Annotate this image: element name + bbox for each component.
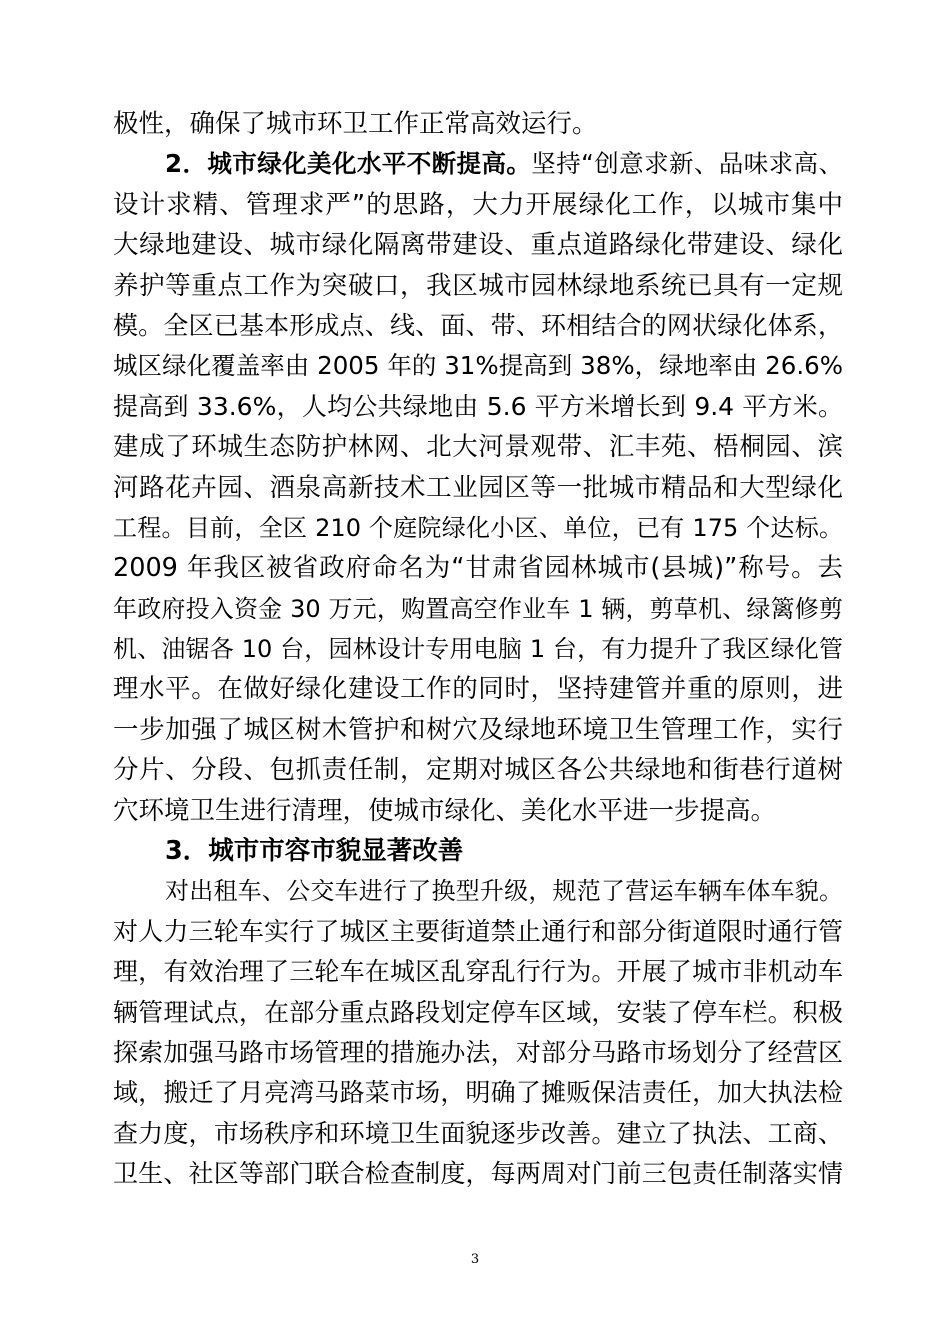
text-line xyxy=(113,508,843,548)
body-text-segment: 河路花卉园、酒泉高新技术工业园区等一批城市精品和大型绿化 xyxy=(113,472,843,503)
text-line xyxy=(113,791,843,831)
body-text-segment: 设计求精、管理求严”的思路，大力开展绿化工作，以城市集中 xyxy=(113,189,843,220)
body-text-segment: 工程。目前，全区 210 个庭院绿化小区、单位，已有 175 个达标。 xyxy=(113,513,843,542)
body-text-segment: 坚持“创意求新、品味求高、 xyxy=(531,149,843,179)
body-text-segment: 城区绿化覆盖率由 2005 年的 31%提高到 38%，绿地率由 26.6% xyxy=(113,351,843,381)
text-line xyxy=(113,1073,843,1113)
text-line xyxy=(113,306,843,346)
text-line xyxy=(113,629,843,669)
text-line xyxy=(113,993,843,1033)
text-line xyxy=(113,387,843,427)
text-line xyxy=(113,346,843,386)
body-text-segment: 一步加强了城区树木管护和树穴及绿地环境卫生管理工作，实行 xyxy=(113,714,843,745)
body-text-segment: 探索加强马路市场管理的措施办法，对部分马路市场划分了经营区 xyxy=(113,1037,843,1067)
text-line xyxy=(113,185,843,225)
text-line xyxy=(113,750,843,790)
text-line xyxy=(113,1114,843,1154)
body-text-segment: 理，有效治理了三轮车在城区乱穿乱行行为。开展了城市非机动车 xyxy=(113,957,843,987)
page-number: 3 xyxy=(470,1252,480,1267)
text-line xyxy=(113,225,843,265)
body-text-segment: 机、油锯各 10 台，园林设计专用电脑 1 台，有力提升了我区绿化管 xyxy=(113,635,843,664)
body-text-segment: 域，搬迁了月亮湾马路菜市场，明确了摊贩保洁责任，加大执法检 xyxy=(113,1078,843,1108)
text-line xyxy=(113,871,843,911)
body-text-segment: 年政府投入资金 30 万元，购置高空作业车 1 辆，剪草机、绿篱修剪 xyxy=(113,594,843,623)
body-text-segment: 理水平。在做好绿化建设工作的同时，坚持建管并重的原则，进 xyxy=(113,674,843,705)
text-line xyxy=(113,952,843,992)
bold-heading-text: 2．城市绿化美化水平不断提高。 xyxy=(165,149,532,179)
text-line xyxy=(113,669,843,709)
body-text-segment: 极性，确保了城市环卫工作正常高效运行。 xyxy=(113,109,598,139)
body-text-segment: 模。全区已基本形成点、线、面、带、环相结合的网状绿化体系， xyxy=(113,310,843,340)
text-line xyxy=(113,589,843,629)
text-line xyxy=(113,468,843,508)
body-text-segment: 查力度，市场秩序和环境卫生面貌逐步改善。建立了执法、工商、 xyxy=(113,1118,843,1148)
text-line xyxy=(113,266,843,306)
text-line xyxy=(113,104,843,144)
text-line xyxy=(113,710,843,750)
body-text-segment: 对出租车、公交车进行了换型升级，规范了营运车辆车体车貌。 xyxy=(165,877,843,906)
body-text-segment: 大绿地建设、城市绿化隔离带建设、重点道路绿化带建设、绿化 xyxy=(113,230,843,261)
text-line xyxy=(113,548,843,588)
text-line xyxy=(113,427,843,467)
body-text-segment: 提高到 33.6%，人均公共绿地由 5.6 平方米增长到 9.4 平方米。 xyxy=(113,391,843,421)
body-text-segment: 穴环境卫生进行清理，使城市绿化、美化水平进一步提高。 xyxy=(113,795,777,826)
text-line xyxy=(113,1033,843,1073)
text-line xyxy=(113,1154,843,1194)
body-text-segment: 辆管理试点，在部分重点路段划定停车区域，安装了停车栏。积极 xyxy=(113,997,843,1027)
body-text xyxy=(113,104,843,1195)
body-text-segment: 建成了环城生态防护林网、北大河景观带、汇丰苑、梧桐园、滨 xyxy=(113,432,843,463)
text-line xyxy=(113,831,843,871)
body-text-segment: 对人力三轮车实行了城区主要街道禁止通行和部分街道限时通行管 xyxy=(113,916,843,946)
body-text-segment: 分片、分段、包抓责任制，定期对城区各公共绿地和街巷行道树 xyxy=(113,755,843,786)
body-text-segment: 2009 年我区被省政府命名为“甘肃省园林城市(县城)”称号。去 xyxy=(113,553,843,584)
body-text-segment: 卫生、社区等部门联合检查制度，每两周对门前三包责任制落实情 xyxy=(113,1159,843,1189)
body-text-segment: 养护等重点工作为突破口，我区城市园林绿地系统已具有一定规 xyxy=(113,270,843,301)
text-line xyxy=(113,144,843,184)
text-line xyxy=(113,912,843,952)
bold-heading-text: 3．城市市容市貌显著改善 xyxy=(165,836,464,867)
